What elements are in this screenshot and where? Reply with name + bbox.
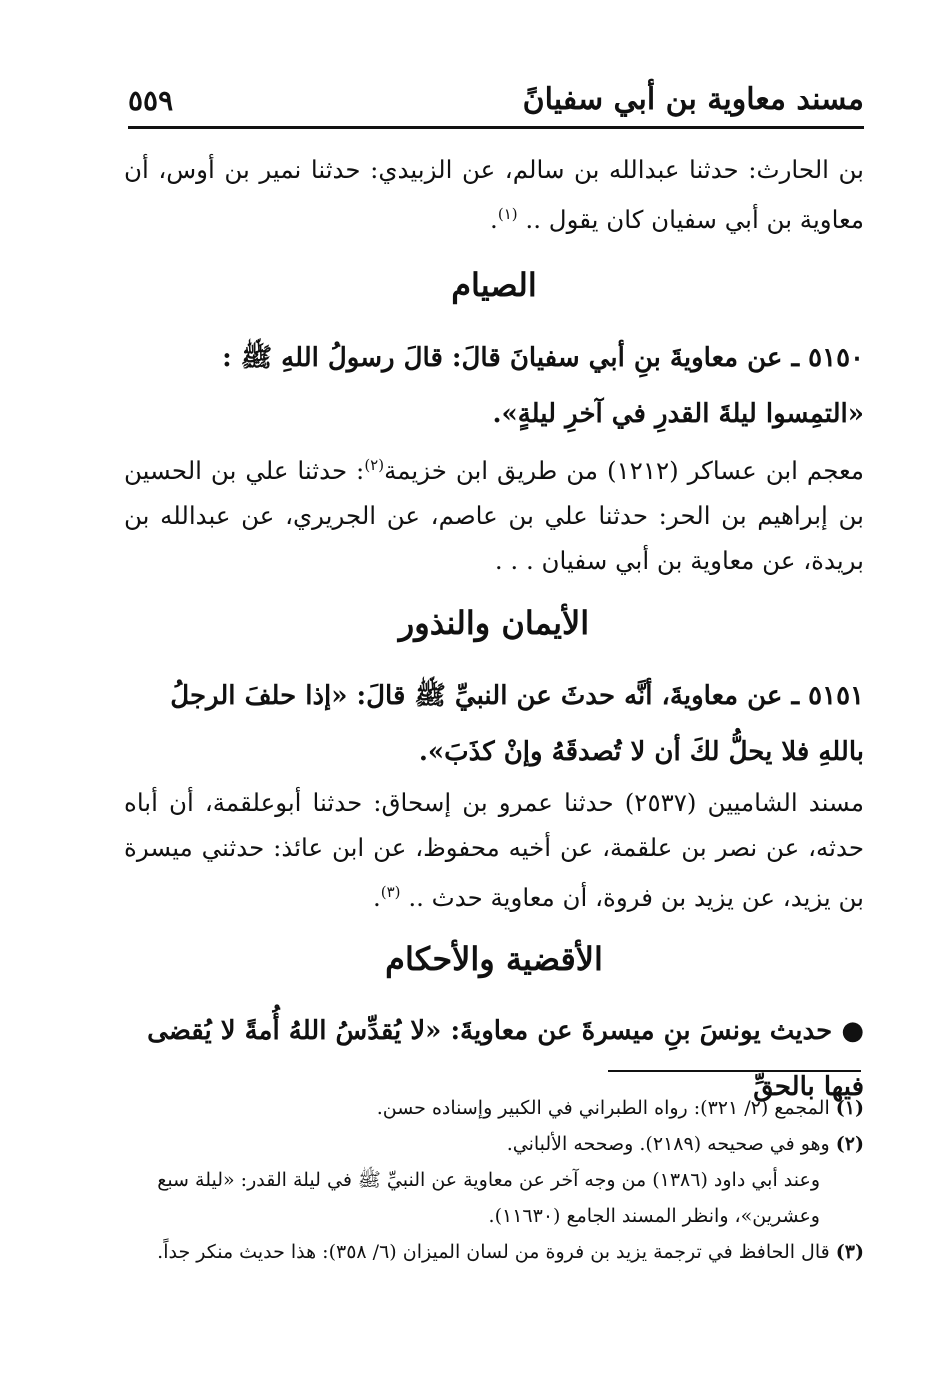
footnote-ref-2: (٢) [364,456,385,474]
page-number: ٥٥٩ [128,84,174,117]
footnote-number: (١) [835,1097,864,1119]
hadith-5150 [124,330,864,442]
bullet: ● [841,1016,864,1046]
source-5150 [124,443,864,583]
footnote-text: وهو في صحيحه (٢١٨٩). وصححه الألباني. [506,1133,830,1155]
intro-paragraph [124,147,864,242]
running-title: مسند معاوية بن أبي سفيانً [522,82,864,117]
hadith-5151 [124,668,864,780]
footnote-2-continued [150,1162,864,1234]
heading-oaths-vows: الأيمان والنذور [398,604,590,642]
heading-judgments: الأقضية والأحكام [385,940,603,978]
hadith-number: ٥١٥٠ [808,343,864,373]
footnote-1 [150,1090,864,1126]
source-text-b: . [372,883,381,913]
source-text-b: : حدثنا علي بن الحسين بن إبراهيم بن الحر: حدثنا علي بن عاصم، عن الجريري، عن عبدالله بن بريدة، عن معاوية بن أبي سفيان . . . [124,456,864,576]
hadith-text: حديث يونسَ بنِ ميسرةَ عن معاويةَ: «لا يُقدِّسُ اللهُ أُمةً لا يُقضى فيها بالحقِّ [147,1016,864,1102]
source-text-a: معجم ابن عساكر (١٢١٢) من طريق ابن خزيمة [384,456,864,486]
source-5151 [124,780,864,920]
hadith-number: ٥١٥١ [808,681,864,711]
intro-end: . [490,205,498,235]
footnote-number: (٣) [835,1241,864,1263]
footnote-3 [150,1234,864,1270]
footnotes [150,1090,864,1270]
footnote-2 [150,1126,864,1162]
footnote-divider [608,1070,861,1072]
footnote-text: المجمع (٢/ ٣٢١): رواه الطبراني في الكبير وإسناده حسن. [376,1097,830,1119]
footnote-text: قال الحافظ في ترجمة يزيد بن فروة من لسان الميزان (٦/ ٣٥٨): هذا حديث منكر جداً. [157,1241,830,1263]
source-text-a: مسند الشاميين (٢٥٣٧) حدثنا عمرو بن إسحاق: حدثنا أبوعلقمة، أن أباه حدثه، عن نصر بن علقمة، عن أخيه محفوظ، عن ابن عائذ: حدثني ميسرة بن يزيد، عن يزيد بن فروة، أن معاوية حدث .. [124,788,864,913]
page-header [128,78,864,129]
hadith-text: ـ عن معاويةَ بنِ أبي سفيانَ قالَ: قالَ رسولُ اللهِ ﷺ : «التمِسوا ليلةَ القدرِ في آخرِ ليلةٍ». [222,343,864,429]
footnote-ref-1: (١) [497,205,518,223]
footnote-ref-3: (٣) [380,883,401,901]
intro-text: بن الحارث: حدثنا عبدالله بن سالم، عن الزبيدي: حدثنا نمير بن أوس، أن معاوية بن أبي سفيان كان يقول .. [124,155,864,235]
footnote-text: وعند أبي داود (١٣٨٦) من وجه آخر عن معاوية عن النبيِّ ﷺ في ليلة القدر: «ليلة سبع وعشرين»، وانظر المسند الجامع (١١٦٣٠). [157,1169,820,1227]
heading-fasting: الصيام [451,266,537,304]
hadith-text: ـ عن معاويةَ، أنَّه حدثَ عن النبيِّ ﷺ قالَ: «إذا حلفَ الرجلُ باللهِ فلا يحلُّ لكَ أن لا تُصدقَهُ وإنْ كذَبَ». [170,681,864,767]
footnote-number: (٢) [835,1133,864,1155]
